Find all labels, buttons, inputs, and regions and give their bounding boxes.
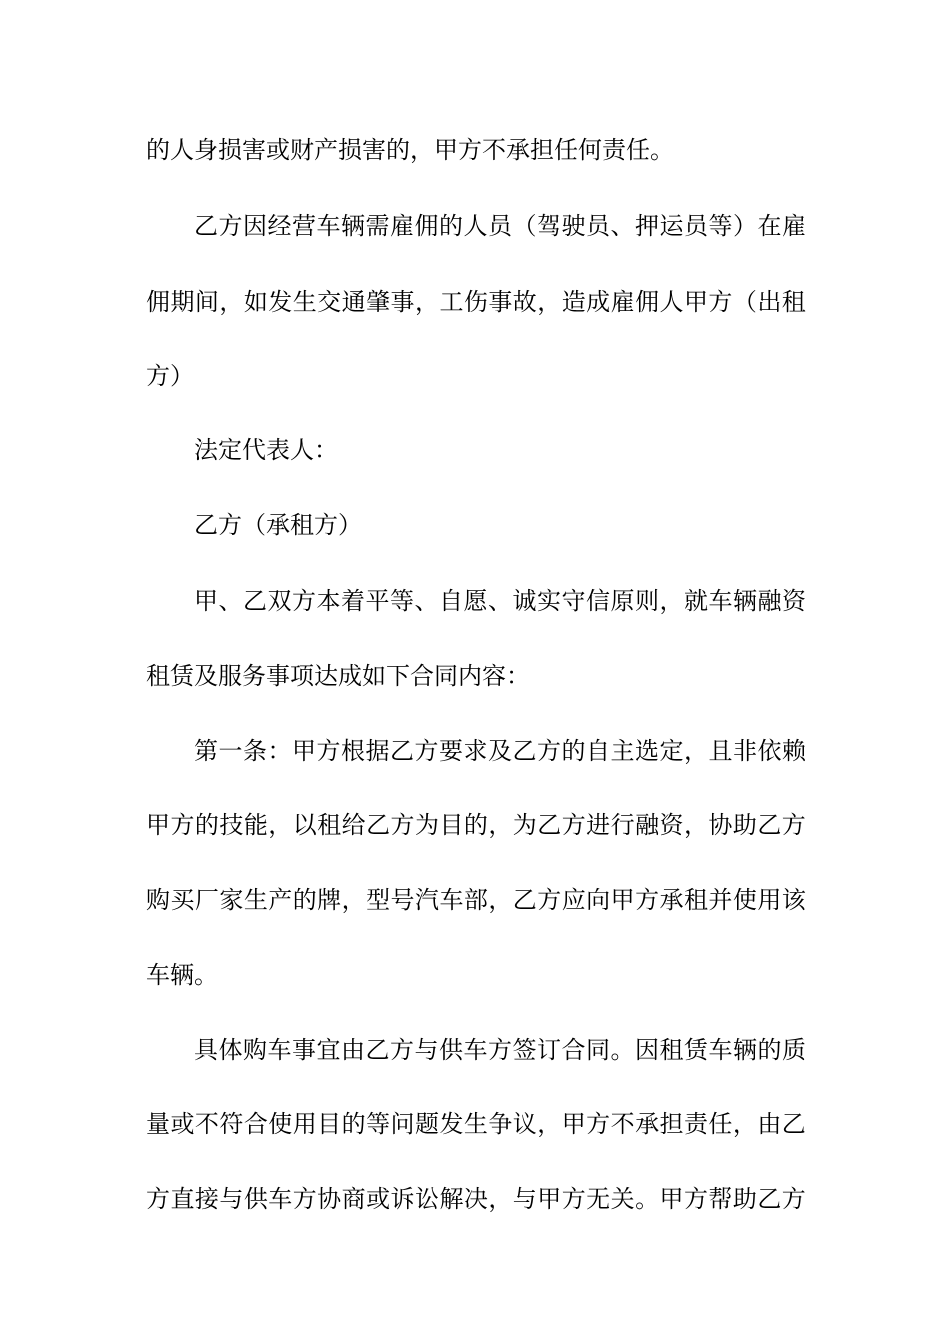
text-char: 因 [635,1036,659,1064]
text-char: 与 [414,1036,439,1064]
text-char: 乙 [757,1185,782,1213]
text-char: 用 [292,1110,317,1138]
text-char: 型 [366,886,391,914]
text-char: 进 [586,811,611,839]
text-char: 担 [659,1110,684,1138]
text-char: 、 [610,212,635,240]
text-char: 协 [317,1185,342,1213]
text-char: 的 [561,737,586,765]
text-char: 生 [463,1110,488,1138]
text-char: 以 [292,811,317,839]
text-line: 租赁及服务事项达成如下合同内容： [146,662,530,690]
text-char: 议 [512,1110,537,1138]
text-char: 关 [610,1185,635,1213]
text-char: 依 [757,737,782,765]
text-char: 该 [781,886,806,914]
text-char: 部 [463,886,488,914]
text-char: 人 [463,212,488,240]
text-char: 资 [782,587,806,615]
text-line [194,581,806,621]
text-char: 行 [610,811,635,839]
text-char: 、 [488,587,512,615]
text-char: 同 [586,1036,610,1064]
text-char: 能 [243,811,268,839]
text-char: 签 [512,1036,537,1064]
text-char: 的 [341,1110,366,1138]
text-char: 争 [488,1110,513,1138]
text-char: ， [732,1110,757,1138]
text-line [146,1179,806,1219]
text-char: 由 [757,1110,782,1138]
text-char: 的 [757,1036,782,1064]
text-char: 协 [708,811,733,839]
text-line [146,282,806,322]
text-char: 造 [561,288,586,316]
text-char: 方 [708,288,733,316]
text-char: 甲 [561,1110,586,1138]
text-char: 求 [463,737,488,765]
text-char: 量 [146,1110,170,1138]
text-char: 辆 [341,212,365,240]
text-char: 乙 [365,1036,390,1064]
text-char: 方 [561,1185,586,1213]
text-char: 技 [219,811,244,839]
text-char: 题 [414,1110,439,1138]
text-char: 条 [243,737,267,765]
text-char: 驶 [561,212,586,240]
text-char: 方 [561,811,586,839]
text-char: ， [268,811,293,839]
text-char: 的 [194,811,219,839]
text-char: 生 [292,288,317,316]
text-char: 牌 [317,886,342,914]
text-char: 车 [439,886,464,914]
text-char: 方 [414,737,439,765]
text-char: 具 [194,1036,218,1064]
text-char: 故 [512,288,537,316]
text-char: 宜 [316,1036,341,1064]
text-char: 非 [733,737,757,765]
text-char: ， [537,1110,562,1138]
text-char: 需 [365,212,390,240]
text-char: 发 [268,288,293,316]
text-char: 伤 [463,288,488,316]
text-char: 助 [732,811,757,839]
text-char: 方 [292,1185,317,1213]
text-char: 用 [757,886,782,914]
text-char: 使 [268,1110,293,1138]
text-char: 甲 [194,587,218,615]
text-char: 据 [365,737,390,765]
text-char: 赁 [684,1036,708,1064]
text-char: 车 [268,1185,293,1213]
text-line: 车辆。 [146,961,218,989]
text-char: 质 [782,1036,806,1064]
text-char: 车 [708,587,733,615]
text-char: 融 [635,811,660,839]
text-char: 车 [463,1036,488,1064]
text-char: 工 [439,288,464,316]
text-char: 租 [683,886,708,914]
text-char: 佣 [635,288,660,316]
text-char: 使 [732,886,757,914]
text-char: 的 [463,811,488,839]
text-char: ， [219,288,244,316]
text-char: 选 [635,737,659,765]
text-char: 与 [219,1185,244,1213]
text-char: 。 [610,1036,635,1064]
text-char: 生 [243,886,268,914]
text-char: ， [684,737,708,765]
text-char: ， [488,811,513,839]
text-char: 任 [708,1110,733,1138]
text-char: 、 [218,587,243,615]
text-char: 购 [243,1036,267,1064]
text-char: 着 [341,587,365,615]
text-char: 方 [218,212,243,240]
text-char: 信 [586,587,610,615]
text-char: 如 [243,288,268,316]
text-char: 承 [635,1110,660,1138]
text-char: 第 [194,737,218,765]
text-char: 平 [365,587,390,615]
text-char: 并 [708,886,733,914]
text-char: 诚 [512,587,537,615]
text-char: 方 [537,737,561,765]
text-char: 员 [684,212,708,240]
text-char: 实 [537,587,561,615]
text-char: 不 [610,1110,635,1138]
text-char: 商 [341,1185,366,1213]
text-char: ， [341,886,366,914]
text-char: 解 [439,1185,464,1213]
text-char: （ [512,212,537,240]
text-char: 购 [146,886,170,914]
text-char: 出 [757,288,782,316]
text-char: 因 [243,212,267,240]
text-char: 方 [635,886,660,914]
text-char: 甲 [659,1185,684,1213]
text-char: 要 [439,737,463,765]
text-char: 车 [267,1036,292,1064]
text-char: 租 [659,1036,684,1064]
text-char: 乙 [781,1110,806,1138]
text-char: 及 [488,737,512,765]
text-char: 自 [439,587,463,615]
text-char: 厂 [194,886,219,914]
text-char: 符 [219,1110,244,1138]
text-char: 本 [316,587,341,615]
text-char: 号 [390,886,415,914]
text-char: ， [414,288,439,316]
text-line: 法定代表人： [194,436,338,464]
text-char: 方 [586,1110,611,1138]
text-char: 产 [268,886,293,914]
text-char: ， [537,288,562,316]
text-char: 双 [267,587,292,615]
text-char: 家 [219,886,244,914]
text-char: 方 [781,811,806,839]
text-char: 的 [292,886,317,914]
text-char: 等 [708,212,733,240]
text-char: 与 [512,1185,537,1213]
text-char: 甲 [292,737,316,765]
text-char: 订 [537,1036,561,1064]
text-char: 向 [586,886,611,914]
text-char: 乙 [194,212,218,240]
text-char: 给 [341,811,366,839]
text-char: 方 [488,1036,512,1064]
text-char: 供 [243,1185,268,1213]
text-char: 乙 [757,811,782,839]
text-char: ： [267,737,292,765]
text-char: 买 [170,886,195,914]
text-char: 方 [146,1185,170,1213]
text-char: 事 [390,288,415,316]
text-char: 方 [537,886,562,914]
text-char: 乙 [512,737,537,765]
text-char: 肇 [366,288,391,316]
text-char: 营 [292,212,316,240]
text-char: 诉 [390,1185,415,1213]
text-char: 员 [586,212,610,240]
text-char: 乙 [390,737,414,765]
text-char: ， [659,587,684,615]
text-char: 辆 [733,587,757,615]
text-char: 且 [708,737,733,765]
text-char: 在 [757,212,782,240]
text-char: 助 [732,1185,757,1213]
text-char: 雇 [782,212,806,240]
text-char: 赖 [782,737,806,765]
text-char: 发 [439,1110,464,1138]
text-char: 辆 [733,1036,757,1064]
text-char: 原 [610,587,635,615]
text-line [146,1104,806,1144]
text-char: 讼 [414,1185,439,1213]
text-char: 由 [341,1036,365,1064]
text-char: 无 [586,1185,611,1213]
text-char: 承 [659,886,684,914]
text-char: 根 [341,737,365,765]
text-char: 资 [659,811,684,839]
text-char: 的 [439,212,463,240]
text-char: 定 [659,737,684,765]
text-char: ， [488,1185,513,1213]
text-char: 。 [635,1185,660,1213]
text-char: 事 [292,1036,316,1064]
text-char: 一 [218,737,243,765]
text-char: 乙 [512,886,537,914]
text-char: 融 [757,587,782,615]
text-line [146,805,806,845]
text-char: 人 [659,288,684,316]
text-char: 目 [317,1110,342,1138]
text-char: 员 [488,212,512,240]
text-char: 合 [561,1036,586,1064]
text-char: 主 [610,737,635,765]
text-char: 甲 [537,1185,562,1213]
text-line: 乙方（承租方） [194,511,362,539]
text-char: 驾 [537,212,561,240]
text-char: 通 [341,288,366,316]
text-char: 车 [316,212,341,240]
text-char: 汽 [414,886,439,914]
text-char: 合 [243,1110,268,1138]
text-char: 自 [586,737,610,765]
text-char: 为 [512,811,537,839]
text-char: 交 [317,288,342,316]
text-char: 押 [635,212,659,240]
text-line [194,1030,806,1070]
text-char: 接 [194,1185,219,1213]
text-char: 或 [170,1110,195,1138]
text-char: 方 [781,1185,806,1213]
text-char: 经 [267,212,292,240]
text-char: 乙 [366,811,391,839]
text-char: 车 [708,1036,733,1064]
text-char: 等 [390,587,414,615]
text-char: 甲 [683,288,708,316]
text-char: 佣 [414,212,439,240]
text-char: 帮 [708,1185,733,1213]
text-char: 雇 [390,212,414,240]
text-char: 方 [683,1185,708,1213]
text-char: 供 [439,1036,463,1064]
text-char: 愿 [463,587,488,615]
text-char: 直 [170,1185,195,1213]
text-char: 体 [218,1036,243,1064]
text-char: 甲 [610,886,635,914]
text-char: 决 [463,1185,488,1213]
text-char: 守 [561,587,586,615]
text-char: 成 [586,288,611,316]
text-line [194,731,806,771]
text-char: 期 [170,288,195,316]
text-char: 就 [684,587,708,615]
text-char: 租 [317,811,342,839]
text-char: 、 [414,587,439,615]
text-char: 等 [366,1110,391,1138]
text-char: 不 [194,1110,219,1138]
text-line: 方） [146,362,194,390]
text-char: ， [488,886,513,914]
text-char: 方 [316,737,341,765]
text-char: 事 [488,288,513,316]
text-char: ， [683,811,708,839]
text-char: 问 [390,1110,415,1138]
text-char: 方 [292,587,316,615]
text-line [194,206,806,246]
text-char: 方 [170,811,195,839]
text-char: 应 [561,886,586,914]
text-char: 责 [683,1110,708,1138]
text-char: 方 [390,1036,414,1064]
text-char: 则 [635,587,659,615]
text-line: 的人身损害或财产损害的，甲方不承担任何责任。 [146,136,674,164]
text-char: 雇 [610,288,635,316]
text-char: ） [733,212,757,240]
text-char: 佣 [146,288,170,316]
text-char: 目 [439,811,464,839]
text-char: （ [732,288,757,316]
text-char: 乙 [537,811,562,839]
text-char: 租 [781,288,806,316]
text-char: 为 [414,811,439,839]
text-char: 或 [366,1185,391,1213]
text-char: 乙 [243,587,267,615]
text-char: 间 [194,288,219,316]
text-char: 方 [390,811,415,839]
text-char: 甲 [146,811,170,839]
text-char: 运 [659,212,684,240]
text-line [146,880,806,920]
